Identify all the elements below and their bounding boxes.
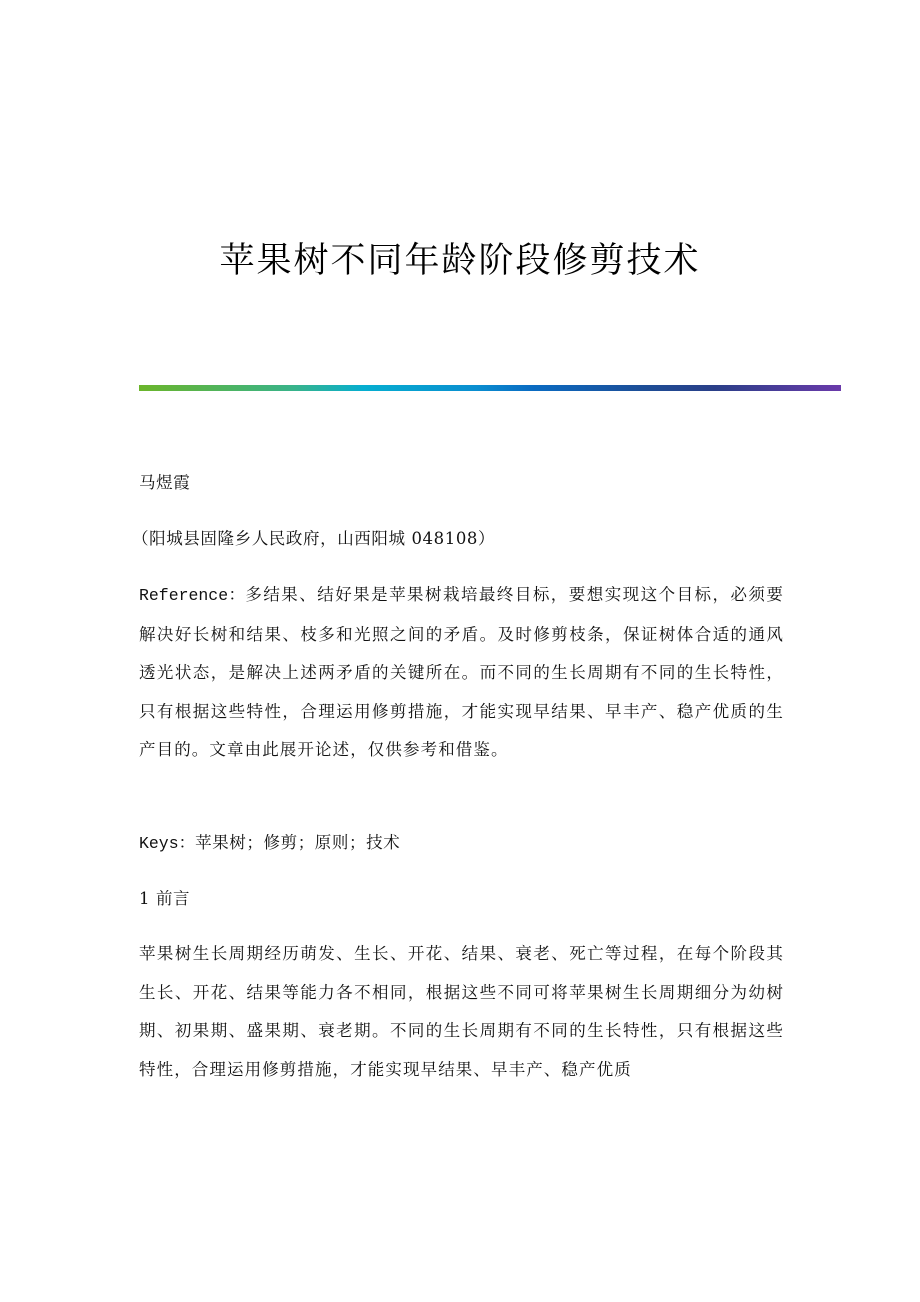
author-name: 马煜霞 [139, 473, 191, 492]
abstract-label: Reference： [139, 586, 246, 605]
section-1-paragraph: 苹果树生长周期经历萌发、生长、开花、结果、衰老、死亡等过程，在每个阶段其生长、开花、结果等能力各不相同，根据这些不同可将苹果树生长周期细分为幼树期、初果期、盛果期、衰老期。不同的生长周期有不同的生长特性，只有根据这些特性，合理运用修剪措施，才能实现早结果、早丰产、稳产优质 [139, 944, 784, 1079]
title-divider [139, 385, 841, 391]
abstract-text: 多结果、结好果是苹果树栽培最终目标，要想实现这个目标，必须要解决好长树和结果、枝多和光照之间的矛盾。及时修剪枝条，保证树体合适的通风透光状态，是解决上述两矛盾的关键所在。而不同的生长周期有不同的生长特性，只有根据这些特性，合理运用修剪措施，才能实现早结果、早丰产、稳产优质的生产目的。文章由此展开论述，仅供参考和借鉴。 [139, 585, 785, 759]
author-affiliation: （阳城县固隆乡人民政府，山西阳城 048108） [132, 529, 496, 548]
keywords-text: 苹果树；修剪；原则；技术 [195, 833, 401, 852]
keywords-line [139, 833, 789, 854]
abstract-paragraph [139, 576, 784, 770]
document-title: 苹果树不同年龄阶段修剪技术 [219, 241, 701, 282]
keywords-label: Keys： [139, 834, 196, 853]
section-heading-1: 1 前言 [139, 889, 191, 908]
